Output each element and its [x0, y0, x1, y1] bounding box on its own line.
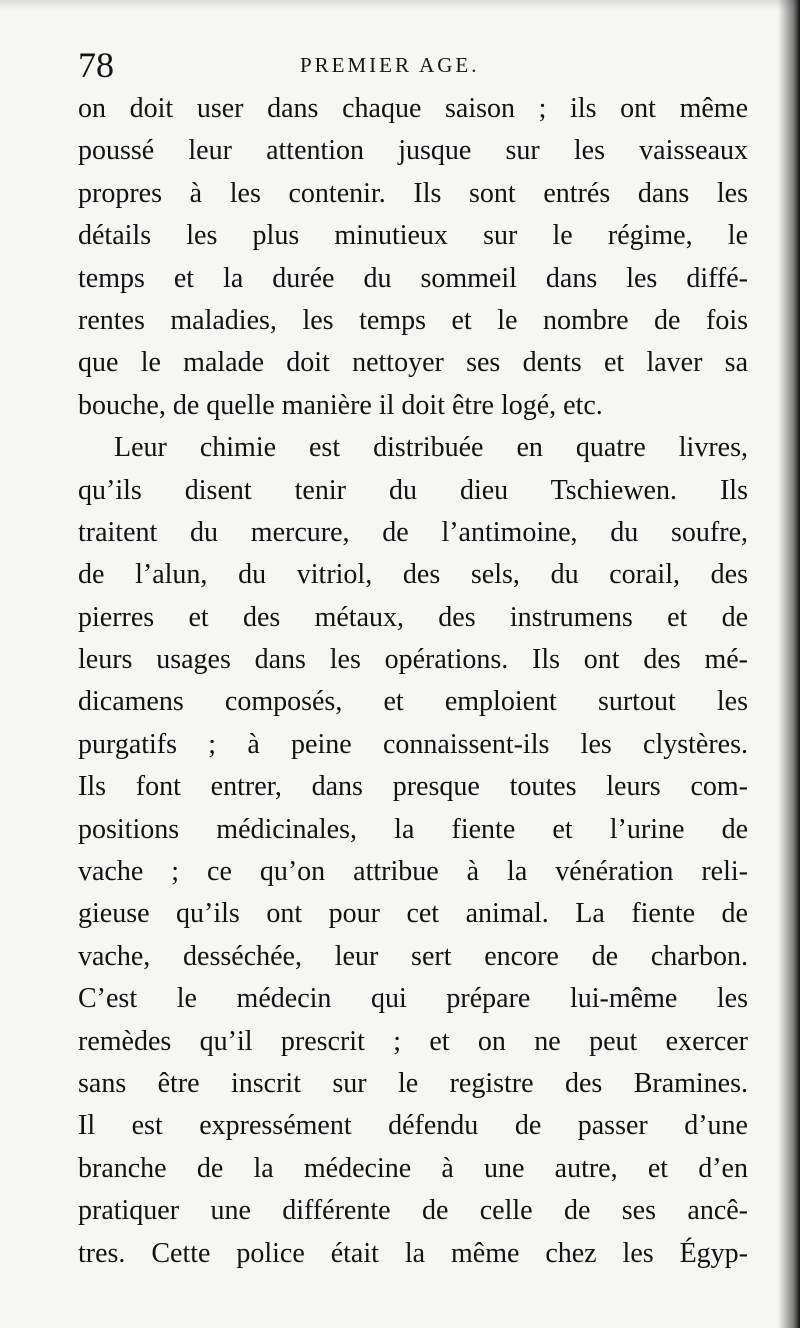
text-line: sans être inscrit sur le registre des Bramines. — [78, 1067, 748, 1099]
page-header — [78, 40, 758, 90]
text-line: remèdes qu’il prescrit ; et on ne peut exercer — [78, 1025, 748, 1057]
text-line: vache ; ce qu’on attribue à la vénération reli- — [78, 856, 748, 888]
text-line: poussé leur attention jusque sur les vaisseaux — [78, 135, 748, 167]
text-line: tres. Cette police était la même chez les Égyp- — [78, 1237, 748, 1269]
text-line: rentes maladies, les temps et le nombre de fois — [78, 304, 748, 336]
text-line: C’est le médecin qui prépare lui-même les — [78, 983, 748, 1015]
text-line: détails les plus minutieux sur le régime, le — [78, 220, 748, 252]
text-line: de l’alun, du vitriol, des sels, du corail, des — [78, 559, 748, 591]
running-head: PREMIER AGE. — [300, 53, 480, 77]
text-line: on doit user dans chaque saison ; ils ont même — [78, 93, 748, 124]
text-line: pierres et des métaux, des instrumens et de — [78, 601, 748, 633]
text-line: que le malade doit nettoyer ses dents et laver sa — [78, 347, 748, 379]
paragraph-end-line: bouche, de quelle manière il doit être logé, etc. — [78, 389, 603, 421]
text-line: positions médicinales, la fiente et l’urine de — [78, 813, 748, 845]
text-line: vache, desséchée, leur sert encore de charbon. — [78, 940, 748, 972]
text-line: temps et la durée du sommeil dans les diffé- — [78, 262, 748, 294]
text-line: Il est expressément défendu de passer d’une — [78, 1110, 748, 1142]
page-number: 78 — [78, 45, 114, 85]
text-line: branche de la médecine à une autre, et d’en — [78, 1152, 748, 1184]
text-line: Ils font entrer, dans presque toutes leurs com- — [78, 771, 748, 803]
text-line: gieuse qu’ils ont pour cet animal. La fiente de — [78, 898, 748, 930]
paragraph-start-line: Leur chimie est distribuée en quatre livres, — [114, 432, 748, 464]
text-line: pratiquer une différente de celle de ses ancê- — [78, 1195, 748, 1227]
text-line: purgatifs ; à peine connaissent-ils les clystères. — [78, 728, 748, 760]
text-line: dicamens composés, et emploient surtout les — [78, 686, 748, 718]
text-line: qu’ils disent tenir du dieu Tschiewen. Ils — [78, 474, 748, 506]
body-text — [78, 88, 748, 1275]
page-top-shadow — [0, 0, 800, 10]
page-binding-shadow — [778, 0, 800, 1328]
text-line: leurs usages dans les opérations. Ils ont des mé- — [78, 644, 748, 676]
text-line: propres à les contenir. Ils sont entrés dans les — [78, 177, 748, 209]
text-line: traitent du mercure, de l’antimoine, du soufre, — [78, 516, 748, 548]
